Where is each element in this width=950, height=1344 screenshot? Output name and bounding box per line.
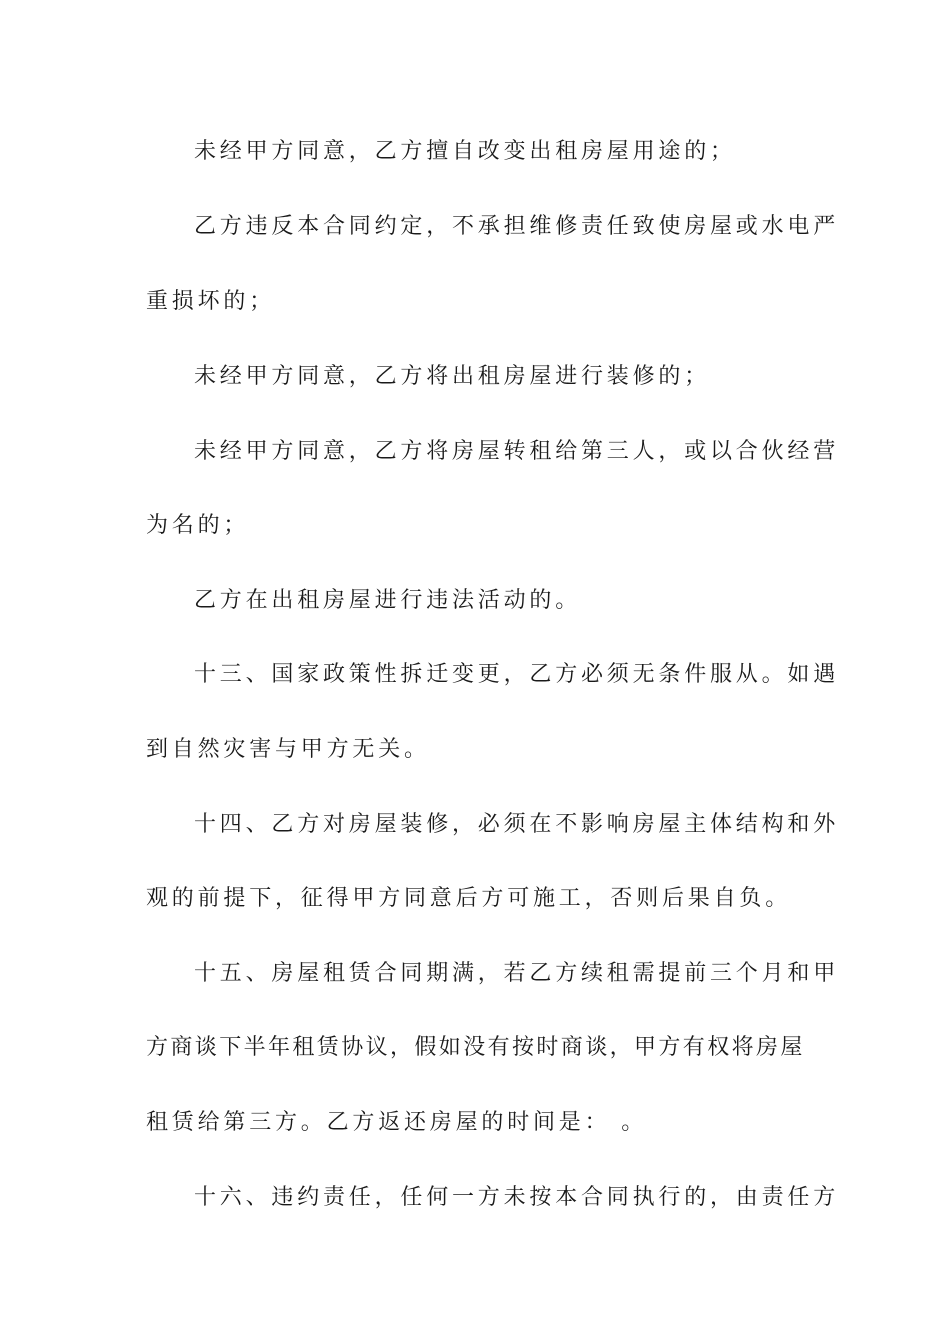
text-line: 十五、房屋租赁合同期满，若乙方续租需提前三个月和甲 <box>194 961 840 986</box>
text-line: 租赁给第三方。乙方返还房屋的时间是： 。 <box>146 1110 647 1135</box>
text-line: 乙方违反本合同约定，不承担维修责任致使房屋或水电严 <box>194 214 840 239</box>
text-line: 十四、乙方对房屋装修，必须在不影响房屋主体结构和外 <box>194 812 840 837</box>
text-line: 十六、违约责任，任何一方未按本合同执行的，由责任方 <box>194 1185 840 1210</box>
text-line: 未经甲方同意，乙方将房屋转租给第三人，或以合伙经营 <box>194 439 840 464</box>
text-line: 未经甲方同意，乙方将出租房屋进行装修的； <box>194 364 711 389</box>
text-line: 重损坏的； <box>146 289 276 314</box>
text-line: 十三、国家政策性拆迁变更，乙方必须无条件服从。如遇 <box>194 662 840 687</box>
text-line: 到自然灾害与甲方无关。 <box>146 737 430 762</box>
text-line: 未经甲方同意，乙方擅自改变出租房屋用途的； <box>194 139 736 164</box>
text-line: 观的前提下，征得甲方同意后方可施工，否则后果自负。 <box>146 886 792 911</box>
text-line: 乙方在出租房屋进行违法活动的。 <box>194 588 582 613</box>
text-line: 方商谈下半年租赁协议，假如没有按时商谈，甲方有权将房屋 <box>146 1035 805 1060</box>
text-line: 为名的； <box>146 513 250 538</box>
